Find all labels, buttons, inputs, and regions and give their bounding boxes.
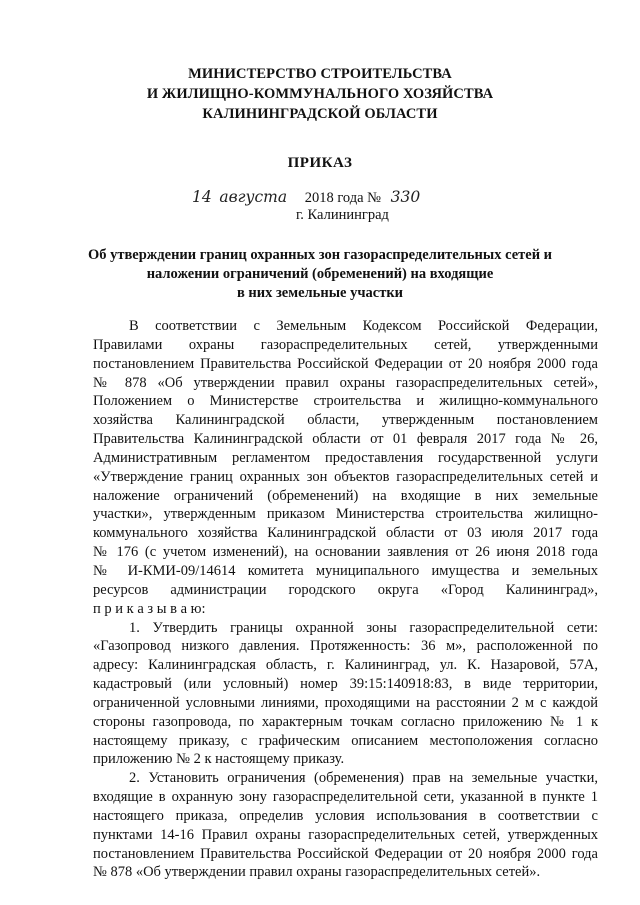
ministry-name-line-3: КАЛИНИНГРАДСКОЙ ОБЛАСТИ xyxy=(202,106,438,122)
clause-1-line: приложению № 2 к настоящему приказу. xyxy=(93,751,345,768)
clause-2-line: пунктами 14-16 Правил охраны газораспределительных сетей, утвержденных xyxy=(93,826,598,843)
document-type-title: ПРИКАЗ xyxy=(287,155,353,171)
body-line: хозяйства Калининградской области, утвержденным постановлением xyxy=(93,412,598,429)
body-line: «Утверждение границ охранных зон объектов газораспределительных сетей и xyxy=(93,468,598,485)
body-line: № 878 «Об утверждении правил охраны газораспределительных сетей», xyxy=(93,374,598,391)
clause-2-line: входящие в охранную зону газораспределительной сети, указанной в пункте 1 xyxy=(93,789,598,806)
body-line: № И-КМИ-09/14614 комитета муниципального имущества и земельных xyxy=(93,562,598,579)
body-line: наложение ограничений (обременений) на входящие в них земельные xyxy=(93,487,598,504)
clause-2-line: № 878 «Об утверждении правил охраны газораспределительных сетей». xyxy=(93,864,541,881)
clause-1-line: кадастровый (или условный) номер 39:15:140918:83, в виде территории, xyxy=(93,676,598,693)
handwritten-order-number: 330 xyxy=(390,188,421,206)
body-line: участки», утвержденным приказом Министерства строительства жилищно- xyxy=(93,506,598,523)
body-line: постановлением Правительства Российской Федерации от 20 ноября 2000 года xyxy=(93,355,598,372)
subject-line-1: Об утверждении границ охранных зон газораспределительных сетей и xyxy=(87,247,553,263)
body-line: коммунального хозяйства Калининградской области от 03 июля 2017 года xyxy=(93,525,598,542)
body-line: Положением о Министерстве строительства и жилищно-коммунального xyxy=(93,393,598,410)
body-line: Правилами охраны газораспределительных сетей, утвержденными xyxy=(93,336,598,353)
clause-1-line: 1. Утвердить границы охранной зоны газораспределительной сети: xyxy=(129,619,598,636)
clause-1-line: «Газопровод низкого давления. Протяженность: 36 м», расположенной по xyxy=(93,638,598,655)
handwritten-month: августа xyxy=(219,188,288,206)
body-line: ресурсов администрации городского округа «Город Калининград», xyxy=(93,581,598,598)
clause-1-line: ограниченной условными линиями, проходящими на расстоянии 2 м с каждой xyxy=(93,694,598,711)
ministry-name-line-1: МИНИСТЕРСТВО СТРОИТЕЛЬСТВА xyxy=(188,66,452,82)
subject-line-3: в них земельные участки xyxy=(236,285,404,301)
order-body xyxy=(93,317,598,882)
order-date-line xyxy=(192,188,420,207)
clause-2-line: постановлением Правительства Российской Федерации от 20 ноября 2000 года xyxy=(93,845,598,862)
clause-1-line: стороны газопровода, по характерным точкам согласно приложению № 1 к xyxy=(93,713,598,730)
subject-line-2: наложении ограничений (обременений) на входящие xyxy=(146,266,494,282)
date-year-text: 2018 года № xyxy=(304,190,382,206)
handwritten-day: 14 xyxy=(192,188,212,206)
order-directive-word: п р и к а з ы в а ю: xyxy=(93,600,206,617)
body-line: № 176 (с учетом изменений), на основании заявления от 26 июня 2018 года xyxy=(93,544,598,561)
body-line: Административным регламентом предоставления государственной услуги xyxy=(93,449,598,466)
clause-1-line: настоящему приказу, с графическим описанием местоположения согласно xyxy=(93,732,598,749)
body-line: В соответствии с Земельным Кодексом Российской Федерации, xyxy=(129,318,598,334)
clause-1-line: адресу: Калининградская область, г. Калининград, ул. К. Назаровой, 57А, xyxy=(93,657,598,674)
ministry-name-line-2: И ЖИЛИЩНО-КОММУНАЛЬНОГО ХОЗЯЙСТВА xyxy=(146,86,494,102)
body-line: Правительства Калининградской области от 01 февраля 2017 года № 26, xyxy=(93,431,598,448)
city-line: г. Калининград xyxy=(296,207,389,223)
clause-2-line: настоящего приказа, определив условия использования в соответствии с xyxy=(93,807,598,824)
clause-2-line: 2. Установить ограничения (обременения) прав на земельные участки, xyxy=(129,770,598,787)
